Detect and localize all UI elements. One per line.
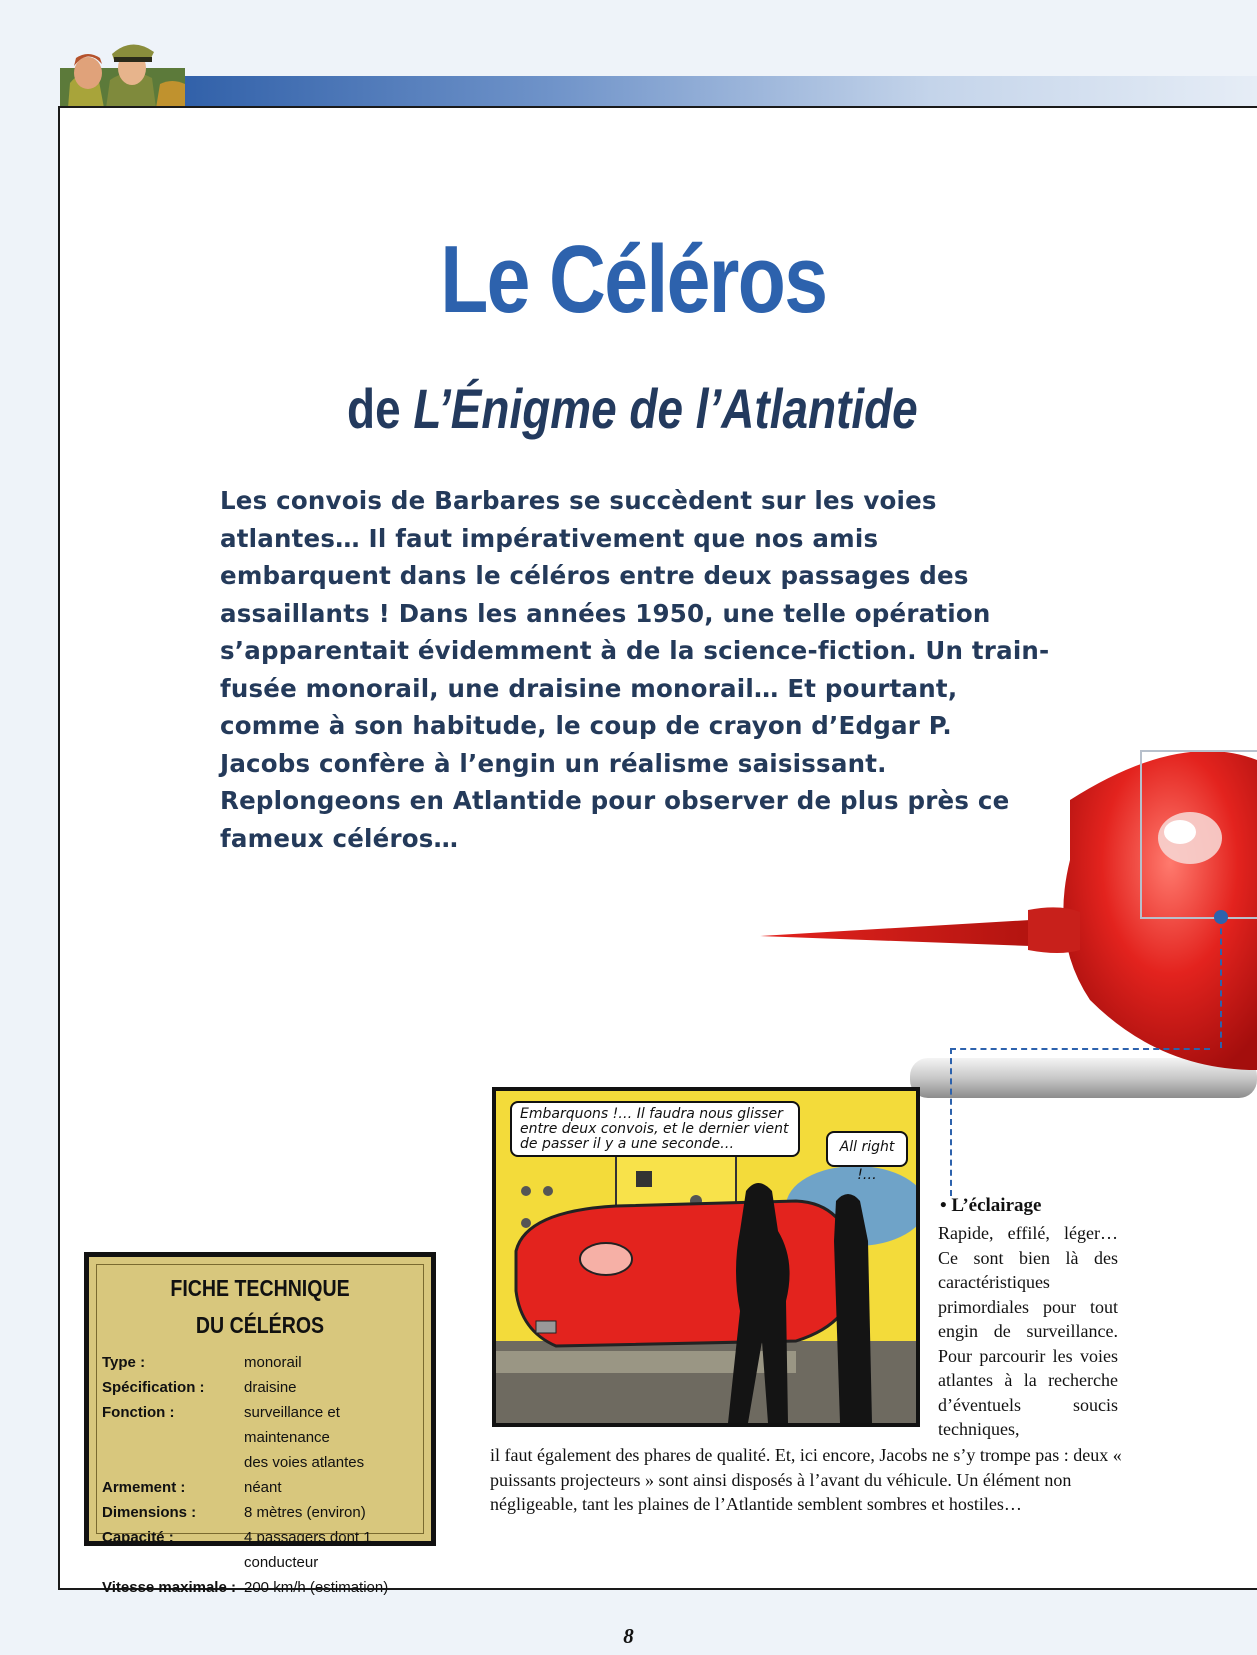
callout-leader-line bbox=[950, 1048, 952, 1196]
spec-key: Vitesse maximale : bbox=[102, 1579, 236, 1596]
page-title: Le Céléros bbox=[440, 226, 827, 333]
spec-row bbox=[97, 1450, 423, 1475]
spec-value: 8 mètres (environ) bbox=[244, 1504, 366, 1521]
spec-key bbox=[97, 1450, 244, 1475]
subtitle-prefix: de bbox=[347, 377, 414, 440]
speech-bubble-main: Embarquons !… Il faudra nous glisser entre deux convois, et le dernier vient de passer il y a une seconde… bbox=[510, 1101, 800, 1157]
spec-row bbox=[97, 1575, 423, 1600]
spec-value: monorail bbox=[244, 1354, 302, 1371]
characters-icon bbox=[60, 28, 185, 108]
spec-value: draisine bbox=[244, 1379, 297, 1396]
callout-leader-line bbox=[950, 1048, 1210, 1050]
comic-panel bbox=[492, 1087, 920, 1427]
spec-key: Capacité : bbox=[102, 1529, 174, 1546]
spec-key: Type : bbox=[102, 1354, 146, 1371]
caption-heading: • L’éclairage bbox=[940, 1195, 1042, 1216]
spec-key: Armement : bbox=[102, 1479, 186, 1496]
spec-row bbox=[97, 1400, 423, 1450]
spec-row bbox=[97, 1525, 423, 1575]
spec-value: surveillance et maintenance bbox=[244, 1404, 340, 1446]
spec-value: 200 km/h (estimation) bbox=[244, 1579, 389, 1596]
callout-dot bbox=[1214, 910, 1228, 924]
technical-sheet-title-line2: DU CÉLÉROS bbox=[195, 1312, 325, 1338]
spec-row bbox=[97, 1475, 423, 1500]
technical-sheet-rows bbox=[97, 1350, 423, 1600]
speech-bubble-small: All right !… bbox=[826, 1131, 908, 1167]
spec-key: Dimensions : bbox=[102, 1504, 197, 1521]
callout-leader-line bbox=[1220, 918, 1222, 1048]
page-number: 8 bbox=[623, 1624, 634, 1648]
technical-sheet-title bbox=[121, 1270, 398, 1344]
caption-bottom-text: il faut également des phares de qualité. Et, ici encore, Jacobs ne s’y trompe pas : deux « puissants projecteurs » sont ainsi disposés à l’avant du véhicule. Un élément non négligeable, tant les plaines de l’Atlantide semblent sombres et hostiles… bbox=[490, 1445, 1122, 1514]
technical-sheet-title-line1: FICHE TECHNIQUE bbox=[170, 1275, 350, 1301]
spec-value: 4 passagers dont 1 conducteur bbox=[244, 1529, 372, 1571]
spec-row bbox=[97, 1350, 423, 1375]
technical-sheet-inner bbox=[96, 1264, 424, 1596]
spec-row bbox=[97, 1500, 423, 1525]
spec-value: néant bbox=[244, 1479, 282, 1496]
intro-paragraph: Les convois de Barbares se succèdent sur les voies atlantes… Il faut impérativement que nos amis embarquent dans le céléros entre deux passages des assaillants ! Dans les années 1950, une telle opération s’apparentait évidemment à de la science-fiction. Un train-fusée monorail, une draisine monorail… Et pourtant, comme à son habitude, le coup de crayon d’Edgar P. Jacobs confère à l’engin un réalisme saisissant. Replongeons en Atlantide pour observer de plus près ce fameux céléros… bbox=[220, 486, 1050, 853]
header-band bbox=[170, 76, 1257, 106]
caption-side-text: Rapide, effilé, léger… Ce sont bien là des caractéristiques primordiales pour tout engin de surveillance. Pour parcourir les voies atlantes à la recherche d’éventuels soucis techniques, bbox=[938, 1223, 1118, 1439]
spec-key: Spécification : bbox=[102, 1379, 205, 1396]
spec-key: Fonction : bbox=[102, 1404, 175, 1421]
subtitle-italic: L’Énigme de l’Atlantide bbox=[413, 377, 918, 440]
page-subtitle bbox=[117, 376, 1148, 441]
technical-sheet bbox=[84, 1252, 436, 1596]
spec-row bbox=[97, 1375, 423, 1400]
callout-box bbox=[1140, 750, 1257, 919]
spec-value: des voies atlantes bbox=[244, 1454, 365, 1471]
